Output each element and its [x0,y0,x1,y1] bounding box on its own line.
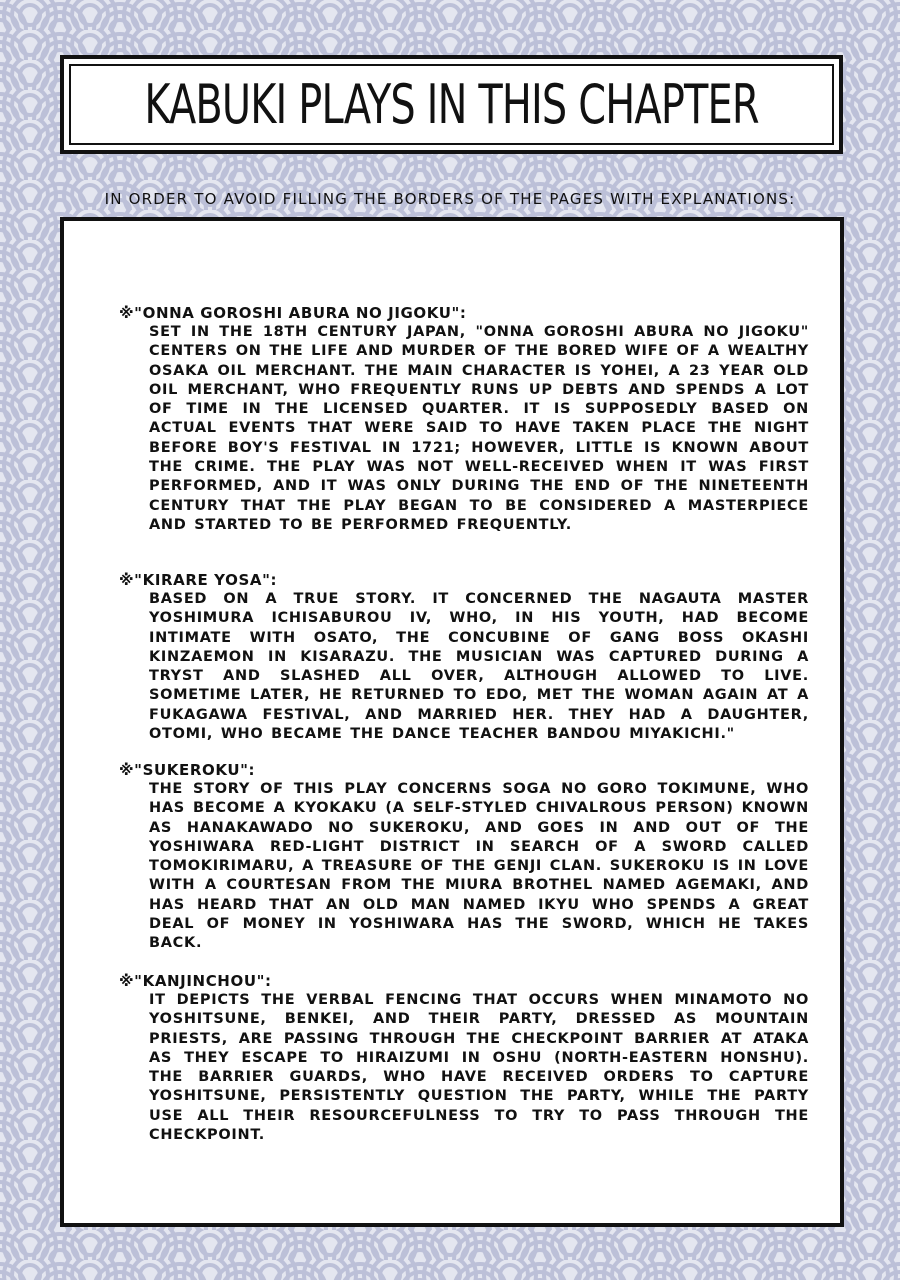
title-frame [60,55,843,154]
entry-body: THE STORY OF THIS PLAY CONCERNS SOGA NO GORO TOKIMUNE, WHO HAS BECOME A KYOKAKU (A SELF-STYLED CHIVALROUS PERSON) KNOWN AS HANAKAWADO NO SUKEROKU, AND GOES IN AND OUT OF THE YOSHIWARA RED-LIGHT DISTRICT IN SEARCH OF A SWORD CALLED TOMOKIRIMARU, A TREASURE OF THE GENJI CLAN. SUKEROKU IS IN LOVE WITH A COURTESAN FROM THE MIURA BROTHEL NAMED AGEMAKI, AND HAS HEARD THAT AN OLD MAN NAMED IKYU WHO SPENDS A GREAT DEAL OF MONEY IN YOSHIWARA HAS THE SWORD, WHICH HE TAKES BACK. [149,781,809,952]
entry-kanjinchou [119,972,809,1145]
entry-kirare-yosa [119,571,809,744]
page-title: KABUKI PLAYS IN THIS CHAPTER [144,73,759,136]
entry-heading: ※"ONNA GOROSHI ABURA NO JIGOKU": [119,304,467,322]
subtitle [0,190,900,208]
entry-body: SET IN THE 18TH CENTURY JAPAN, "ONNA GOROSHI ABURA NO JIGOKU" CENTERS ON THE LIFE AND MURDER OF THE BORED WIFE OF A WEALTHY OSAKA OIL MERCHANT. THE MAIN CHARACTER IS YOHEI, A 23 YEAR OLD OIL MERCHANT, WHO FREQUENTLY RUNS UP DEBTS AND SPENDS A LOT OF TIME IN THE LICENSED QUARTER. IT IS SUPPOSEDLY BASED ON ACTUAL EVENTS THAT WERE SAID TO HAVE TAKEN PLACE THE NIGHT BEFORE BOY'S FESTIVAL IN 1721; HOWEVER, LITTLE IS KNOWN ABOUT THE CRIME. THE PLAY WAS NOT WELL-RECEIVED WHEN IT WAS FIRST PERFORMED, AND IT WAS ONLY DURING THE END OF THE NINETEENTH CENTURY THAT THE PLAY BEGAN TO BE CONSIDERED A MASTERPIECE AND STARTED TO BE PERFORMED FREQUENTLY. [149,324,809,533]
entry-body: IT DEPICTS THE VERBAL FENCING THAT OCCURS WHEN MINAMOTO NO YOSHITSUNE, BENKEI, AND THEIR PARTY, DRESSED AS MOUNTAIN PRIESTS, ARE PASSING THROUGH THE CHECKPOINT BARRIER AT ATAKA AS THEY ESCAPE TO HIRAIZUMI IN OSHU (NORTH-EASTERN HONSHU). THE BARRIER GUARDS, WHO HAVE RECEIVED ORDERS TO CAPTURE YOSHITSUNE, PERSISTENTLY QUESTION THE PARTY, WHILE THE PARTY USE ALL THEIR RESOURCEFULNESS TO TRY TO PASS THROUGH THE CHECKPOINT. [149,992,809,1144]
title-inner-frame [69,64,834,145]
entry-heading: ※"SUKEROKU": [119,761,256,779]
subtitle-text: IN ORDER TO AVOID FILLING THE BORDERS OF THE PAGES WITH EXPLANATIONS: [104,190,796,208]
notes-panel [60,217,844,1227]
entry-onna-goroshi [119,304,809,535]
entry-body: BASED ON A TRUE STORY. IT CONCERNED THE NAGAUTA MASTER YOSHIMURA ICHISABUROU IV, WHO, IN HIS YOUTH, HAD BECOME INTIMATE WITH OSATO, THE CONCUBINE OF GANG BOSS OKASHI KINZAEMON IN KISARAZU. THE MUSICIAN WAS CAPTURED DURING A TRYST AND SLASHED ALL OVER, ALTHOUGH ALLOWED TO LIVE. SOMETIME LATER, HE RETURNED TO EDO, MET THE WOMAN AGAIN AT A FUKAGAWA FESTIVAL, AND MARRIED HER. THEY HAD A DAUGHTER, OTOMI, WHO BECAME THE DANCE TEACHER BANDOU MIYAKICHI." [149,591,809,743]
entry-heading: ※"KANJINCHOU": [119,972,272,990]
entry-sukeroku [119,761,809,954]
entry-heading: ※"KIRARE YOSA": [119,571,278,589]
